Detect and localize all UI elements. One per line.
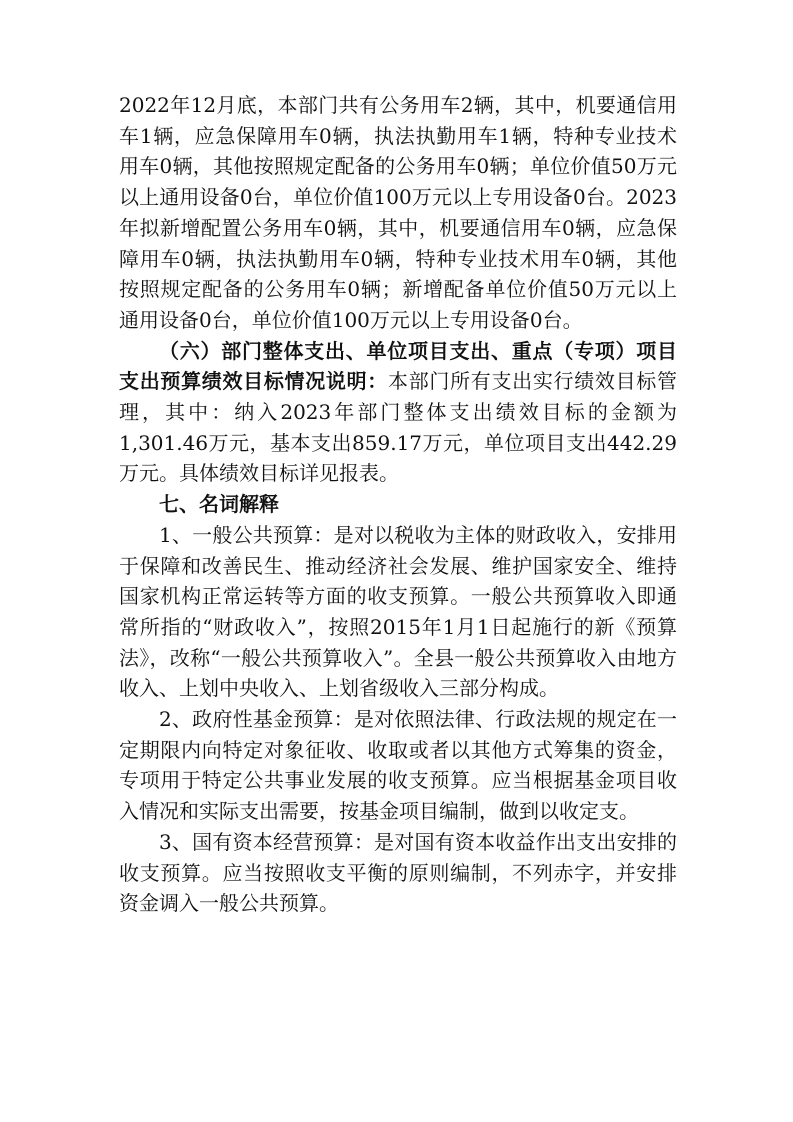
document-body (119, 90, 677, 919)
paragraph-term-state-capital-budget: 3、国有资本经营预算：是对国有资本收益作出支出安排的收支预算。应当按照收支平衡的原则编制，不列赤字，并安排资金调入一般公共预算。 (119, 829, 677, 916)
paragraph-vehicles: 2022年12月底，本部门共有公务用车2辆，其中，机要通信用车1辆，应急保障用车0辆，执法执勤用车1辆，特种专业技术用车0辆，其他按照规定配备的公务用车0辆；单位价值50万元以上通用设备0台，单位价值100万元以上专用设备0台。2023年拟新增配置公务用车0辆，其中，机要通信用车0辆，应急保障用车0辆，执法执勤用车0辆，特种专业技术用车0辆，其他按照规定配备的公务用车0辆；新增配备单位价值50万元以上通用设备0台，单位价值100万元以上专用设备0台。 (119, 93, 677, 332)
section-6-heading: （六）部门整体支出、单位项目支出、重点（专项）项目支出预算绩效目标情况说明： (119, 338, 677, 394)
paragraph-term-general-budget: 1、一般公共预算：是对以税收为主体的财政收入，安排用于保障和改善民生、推动经济社会发展、维护国家安全、维持国家机构正常运转等方面的收支预算。一般公共预算收入即通常所指的“财政收入”，按照2015年1月1日起施行的新《预算法》，改称“一般公共预算收入”。全县一般公共预算收入由地方收入、上划中央收入、上划省级收入三部分构成。 (119, 522, 677, 701)
paragraph-term-fund-budget: 2、政府性基金预算：是对依照法律、行政法规的规定在一定期限内向特定对象征收、收取或者以其他方式筹集的资金，专项用于特定公共事业发展的收支预算。应当根据基金项目收入情况和实际支出需要，按基金项目编制，做到以收定支。 (119, 707, 677, 824)
paragraph-section-6 (119, 336, 677, 490)
section-7-heading: 七、名词解释 (159, 492, 279, 517)
section-6-body: 本部门所有支出实行绩效目标管理，其中：纳入2023年部门整体支出绩效目标的金额为1,301.46万元，基本支出859.17万元，单位项目支出442.29万元。具体绩效目标详见报表。 (119, 369, 677, 486)
